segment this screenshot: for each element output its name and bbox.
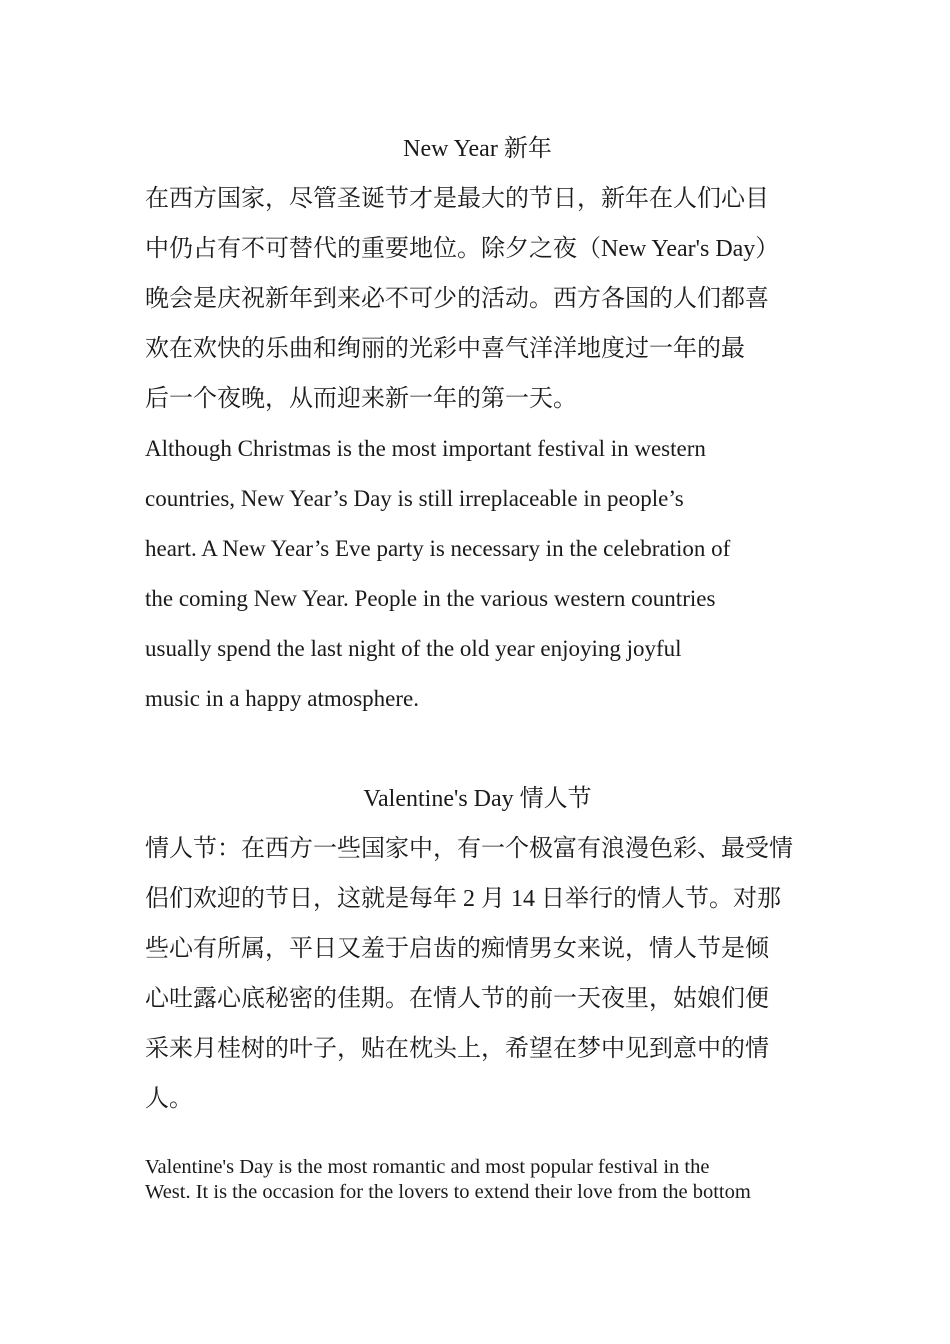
paragraph-line: 情人节：在西方一些国家中，有一个极富有浪漫色彩、最受情	[145, 836, 793, 862]
paragraph-line: 中仍占有不可替代的重要地位。除夕之夜（New Year's Day）	[145, 236, 780, 262]
paragraph-line: 些心有所属，平日又羞于启齿的痴情男女来说，情人节是倾	[145, 936, 769, 962]
new-year-english-paragraph	[145, 424, 810, 724]
paragraph-line: 采来月桂树的叶子，贴在枕头上，希望在梦中见到意中的情	[145, 1036, 769, 1062]
paragraph-line: music in a happy atmosphere.	[145, 686, 420, 711]
paragraph-line: Although Christmas is the most important festival in western	[145, 436, 706, 461]
section-title-new-year: New Year 新年	[403, 136, 552, 162]
paragraph-line: 在西方国家，尽管圣诞节才是最大的节日，新年在人们心目	[145, 186, 769, 212]
section-title-valentines-day: Valentine's Day 情人节	[363, 786, 592, 812]
paragraph-line: 欢在欢快的乐曲和绚丽的光彩中喜气洋洋地度过一年的最	[145, 336, 745, 362]
document-page	[145, 124, 810, 1205]
paragraph-line: 人。	[145, 1086, 193, 1112]
blank-line	[145, 1124, 810, 1155]
paragraph-line: 后一个夜晚，从而迎来新一年的第一天。	[145, 386, 577, 412]
paragraph-line: countries, New Year’s Day is still irreplaceable in people’s	[145, 486, 684, 511]
paragraph-line: West. It is the occasion for the lovers to extend their love from the bottom	[145, 1181, 751, 1203]
paragraph-line: Valentine's Day is the most romantic and most popular festival in the	[145, 1156, 710, 1178]
paragraph-line: heart. A New Year’s Eve party is necessary in the celebration of	[145, 536, 731, 561]
valentines-chinese-paragraph	[145, 824, 810, 1124]
paragraph-line: the coming New Year. People in the various western countries	[145, 586, 716, 611]
new-year-chinese-paragraph	[145, 174, 810, 424]
paragraph-line: 心吐露心底秘密的佳期。在情人节的前一天夜里，姑娘们便	[145, 986, 769, 1012]
paragraph-line: 晚会是庆祝新年到来必不可少的活动。西方各国的人们都喜	[145, 286, 769, 312]
paragraph-line: usually spend the last night of the old year enjoying joyful	[145, 636, 682, 661]
paragraph-line: 侣们欢迎的节日，这就是每年 2 月 14 日举行的情人节。对那	[145, 886, 781, 912]
blank-line	[145, 724, 810, 774]
valentines-english-paragraph	[145, 1155, 810, 1205]
